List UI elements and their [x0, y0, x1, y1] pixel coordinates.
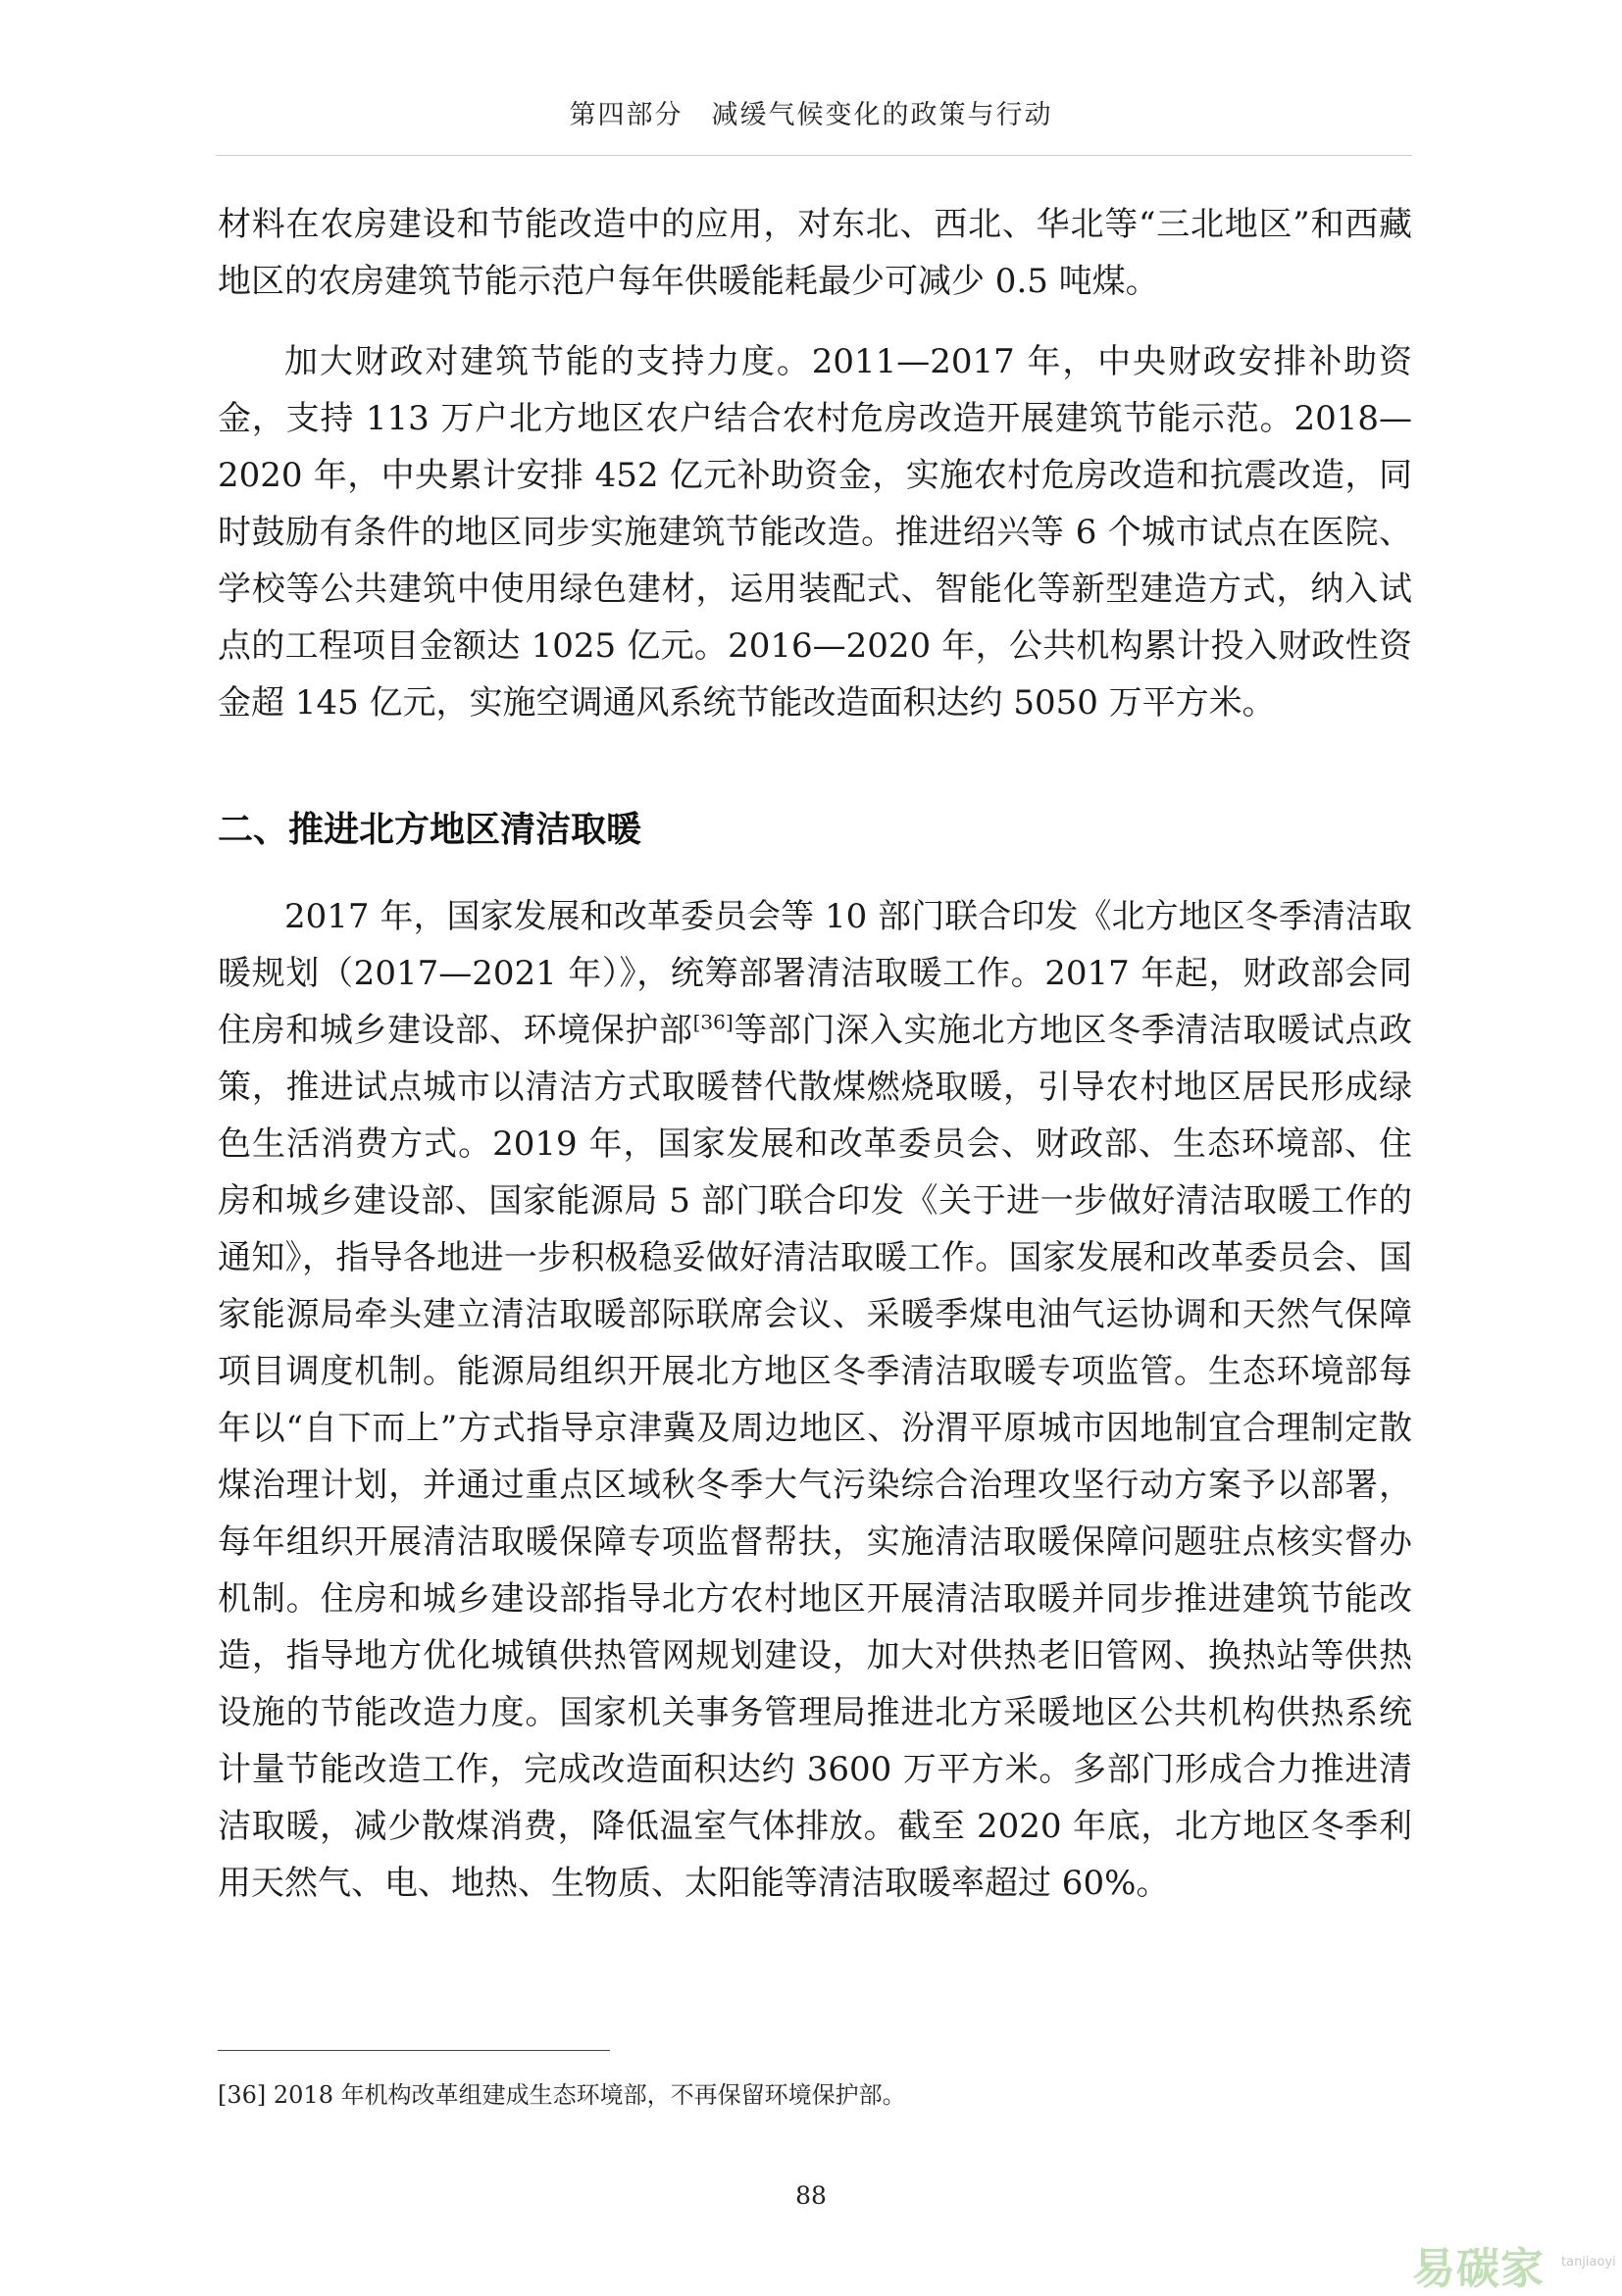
- section-heading: 二、推进北方地区清洁取暖: [218, 810, 642, 850]
- page-number: 88: [795, 2181, 827, 2210]
- paragraph-fiscal-support: 加大财政对建筑节能的支持力度。2011—2017 年，中央财政安排补助资金，支持 113 万户北方地区农户结合农村危房改造开展建筑节能示范。2018—2020 年，中央累计安排 452 亿元补助资金，实施农村危房改造和抗震改造，同时鼓励有条件的地区同步实施建筑节能改造。推进绍兴等 6 个城市试点在医院、学校等公共建筑中使用绿色建材，运用装配式、智能化等新型建造方式，纳入试点的工程项目金额达 1025 亿元。2016—2020 年，公共机构累计投入财政性资金超 145 亿元，实施空调通风系统节能改造面积达约 5050 万平方米。: [218, 342, 1412, 723]
- watermark-logo-subtext: tanjiaoyi: [1561, 2255, 1616, 2270]
- header-divider: [216, 155, 1412, 156]
- paragraph-text-part-1: 2017 年，国家发展和改革委员会等 10 部门联合印发《北方地区冬季清洁取暖规划（2017—2021 年）》，统筹部署清洁取暖工作。2017 年起，财政部会同住房和城乡建设部、环境保护部: [218, 897, 1412, 1050]
- watermark-logo: [1412, 2233, 1618, 2294]
- footnote: [36] 2018 年机构改革组建成生态环境部，不再保留环境保护部。: [218, 2081, 906, 2109]
- paragraph-continued: 材料在农房建设和节能改造中的应用，对东北、西北、华北等“三北地区”和西藏地区的农房建筑节能示范户每年供暖能耗最少可减少 0.5 吨煤。: [218, 205, 1412, 301]
- running-header: 第四部分 减缓气候变化的政策与行动: [569, 100, 1053, 130]
- footnote-divider: [218, 2050, 610, 2051]
- paragraph-clean-heating: [218, 888, 1412, 1912]
- watermark-logo-text: 易碳家: [1412, 2244, 1545, 2294]
- paragraph-text-part-2: 等部门深入实施北方地区冬季清洁取暖试点政策，推进试点城市以清洁方式取暖替代散煤燃烧取暖，引导农村地区居民形成绿色生活消费方式。2019 年，国家发展和改革委员会、财政部、生态环境部、住房和城乡建设部、国家能源局 5 部门联合印发《关于进一步做好清洁取暖工作的通知》，指导各地进一步积极稳妥做好清洁取暖工作。国家发展和改革委员会、国家能源局牵头建立清洁取暖部际联席会议、采暖季煤电油气运协调和天然气保障项目调度机制。能源局组织开展北方地区冬季清洁取暖专项监管。生态环境部每年以“自下而上”方式指导京津冀及周边地区、汾渭平原城市因地制宜合理制定散煤治理计划，并通过重点区域秋冬季大气污染综合治理攻坚行动方案予以部署，每年组织开展清洁取暖保障专项监督帮扶，实施清洁取暖保障问题驻点核实督办机制。住房和城乡建设部指导北方农村地区开展清洁取暖并同步推进建筑节能改造，指导地方优化城镇供热管网规划建设，加大对供热老旧管网、换热站等供热设施的节能改造力度。国家机关事务管理局推进北方采暖地区公共机构供热系统计量节能改造工作，完成改造面积达约 3600 万平方米。多部门形成合力推进清洁取暖，减少散煤消费，降低温室气体排放。截至 2020 年底，北方地区冬季利用天然气、电、地热、生物质、太阳能等清洁取暖率超过 60%。: [218, 1011, 1413, 1903]
- footnote-reference[interactable]: [36]: [692, 1010, 734, 1034]
